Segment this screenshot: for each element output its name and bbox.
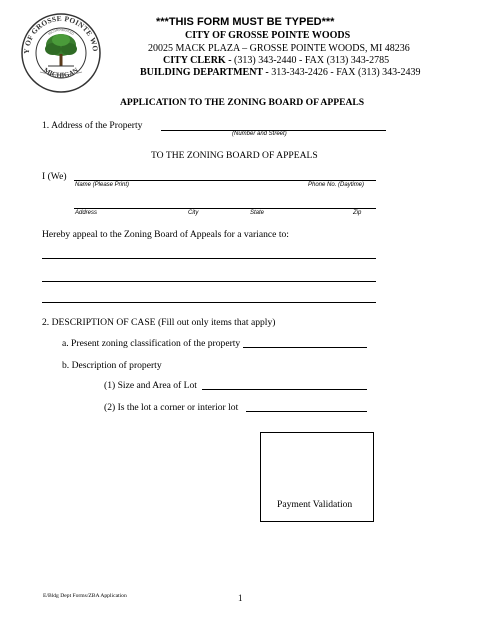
zoning-classification-field[interactable] [243,347,367,348]
clerk-contact [163,55,389,66]
variance-line-3[interactable] [42,302,376,303]
address-city-state-zip-field[interactable] [74,208,376,209]
zip-hint: Zip [353,210,362,216]
variance-line-1[interactable] [42,258,376,259]
building-label: BUILDING DEPARTMENT - [140,67,269,78]
state-hint: State [250,210,265,216]
lot-type-field[interactable] [246,411,367,412]
typed-notice: ***THIS FORM MUST BE TYPED*** [156,16,335,28]
address-hint: Address [75,210,98,216]
seal-outer-text: Y OF GROSSE POINTE WO [21,13,101,55]
name-phone-field[interactable] [74,180,376,181]
seal-inner-text: INCORPORATED [47,27,75,36]
city-seal [20,12,102,94]
phone-hint: Phone No. (Daytime) [308,182,365,188]
item2b2-label: (2) Is the lot a corner or interior lot [104,402,239,413]
document-reference: E/Bldg Dept Forms/ZBA Application [43,593,127,599]
seal-bottom-text: MICHIGAN [42,66,80,80]
variance-line-2[interactable] [42,281,376,282]
appeal-text: Hereby appeal to the Zoning Board of Appeals for a variance to: [42,229,289,240]
item2a-label: a. Present zoning classification of the property [62,338,241,349]
payment-validation-label: Payment Validation [277,499,353,510]
clerk-label: CITY CLERK - [163,55,232,66]
item2b1-label: (1) Size and Area of Lot [104,380,197,391]
city-hint: City [188,210,199,216]
city-address: 20025 MACK PLAZA – GROSSE POINTE WOODS, MI 48236 [148,43,410,54]
clerk-numbers: (313) 343-2440 - FAX (313) 343-2785 [231,55,390,66]
name-hint: Name (Please Print) [75,182,130,188]
to-board-heading: TO THE ZONING BOARD OF APPEALS [151,150,318,161]
building-contact [140,67,421,78]
item2b-label: b. Description of property [62,360,162,371]
page-number: 1 [238,593,243,603]
svg-text:MICHIGAN [42,66,80,79]
item1-label: 1. Address of the Property [42,120,143,131]
lot-size-field[interactable] [202,389,367,390]
iwe-label: I (We) [42,171,67,182]
item2-label: 2. DESCRIPTION OF CASE (Fill out only items that apply) [42,317,276,328]
city-name: CITY OF GROSSE POINTE WOODS [185,30,351,41]
building-numbers: 313-343-2426 - FAX (313) 343-2439 [268,67,421,78]
form-title: APPLICATION TO THE ZONING BOARD OF APPEALS [120,97,365,108]
property-address-hint: (Number and Street) [232,131,287,137]
payment-validation-box [260,432,374,522]
